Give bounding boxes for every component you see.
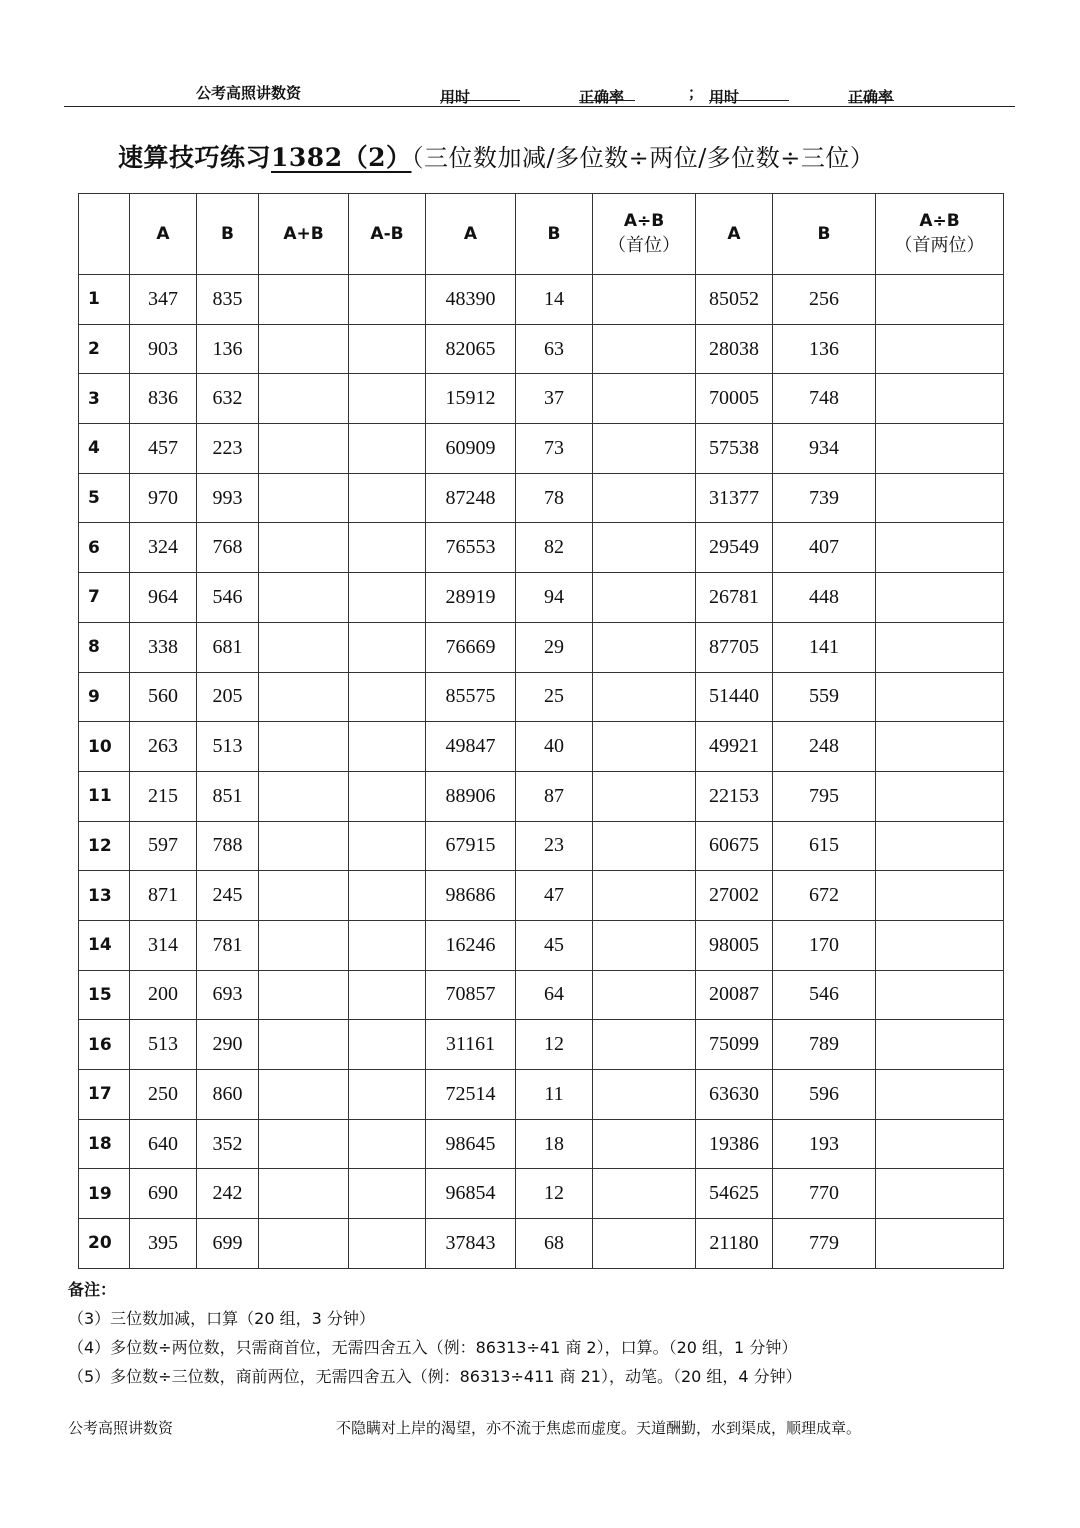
- cell-a-div3: 87705: [696, 622, 773, 672]
- title-subtitle: （三位数加减/多位数÷两位/多位数÷三位）: [411, 144, 875, 172]
- answer-quotient-first[interactable]: [593, 1020, 696, 1070]
- row-index: 6: [79, 523, 130, 573]
- cell-a-div3: 19386: [696, 1119, 773, 1169]
- cell-b-div3: 141: [773, 622, 876, 672]
- row-index: 9: [79, 672, 130, 722]
- cell-b-add: 352: [197, 1119, 259, 1169]
- table-row: [79, 920, 1004, 970]
- title-main: 速算技巧练习: [118, 143, 272, 172]
- table-row: [79, 1070, 1004, 1120]
- cell-a-div2: 48390: [426, 275, 516, 325]
- cell-b-add: 993: [197, 473, 259, 523]
- footer-source: 公考高照讲数资: [68, 1419, 174, 1437]
- answer-diff[interactable]: [349, 473, 426, 523]
- answer-quotient-first[interactable]: [593, 622, 696, 672]
- header-b-div3: B: [773, 194, 876, 275]
- cell-b-add: 245: [197, 871, 259, 921]
- time-blank-2[interactable]: [709, 86, 789, 101]
- row-index: 20: [79, 1219, 130, 1269]
- cell-a-div3: 60675: [696, 821, 773, 871]
- answer-sum[interactable]: [259, 1119, 349, 1169]
- cell-a-add: 560: [130, 672, 197, 722]
- cell-b-div3: 739: [773, 473, 876, 523]
- answer-sum[interactable]: [259, 920, 349, 970]
- cell-a-div2: 96854: [426, 1169, 516, 1219]
- cell-a-add: 314: [130, 920, 197, 970]
- answer-sum[interactable]: [259, 871, 349, 921]
- cell-a-div3: 26781: [696, 573, 773, 623]
- table-row: [79, 821, 1004, 871]
- cell-a-add: 640: [130, 1119, 197, 1169]
- cell-b-div3: 596: [773, 1070, 876, 1120]
- accuracy-blank-2[interactable]: [848, 86, 894, 101]
- cell-a-div2: 87248: [426, 473, 516, 523]
- header-quotient-two: [876, 194, 1004, 275]
- row-index: 18: [79, 1119, 130, 1169]
- answer-quotient-first[interactable]: [593, 771, 696, 821]
- cell-a-div2: 37843: [426, 1219, 516, 1269]
- answer-quotient-first[interactable]: [593, 871, 696, 921]
- cell-a-add: 871: [130, 871, 197, 921]
- notes: [68, 1275, 802, 1391]
- row-index: 4: [79, 424, 130, 474]
- row-index: 2: [79, 324, 130, 374]
- separator: ；: [688, 84, 704, 102]
- table-row: [79, 1219, 1004, 1269]
- answer-diff[interactable]: [349, 1119, 426, 1169]
- header-quotient-first-label: A÷B: [623, 210, 665, 231]
- time-label-1: 用时: [440, 88, 471, 106]
- header-quotient-first: [593, 194, 696, 275]
- cell-b-add: 860: [197, 1070, 259, 1120]
- row-index: 1: [79, 275, 130, 325]
- answer-quotient-first[interactable]: [593, 1219, 696, 1269]
- cell-a-div3: 22153: [696, 771, 773, 821]
- cell-b-div2: 47: [516, 871, 593, 921]
- cell-b-div2: 12: [516, 1020, 593, 1070]
- cell-b-div3: 248: [773, 722, 876, 772]
- answer-sum[interactable]: [259, 771, 349, 821]
- answer-diff[interactable]: [349, 424, 426, 474]
- cell-a-add: 200: [130, 970, 197, 1020]
- answer-sum[interactable]: [259, 324, 349, 374]
- answer-quotient-first[interactable]: [593, 324, 696, 374]
- table-row: [79, 1169, 1004, 1219]
- cell-b-div3: 448: [773, 573, 876, 623]
- cell-b-add: 136: [197, 324, 259, 374]
- cell-a-div3: 31377: [696, 473, 773, 523]
- cell-a-add: 250: [130, 1070, 197, 1120]
- cell-a-add: 836: [130, 374, 197, 424]
- cell-a-add: 263: [130, 722, 197, 772]
- cell-b-div2: 73: [516, 424, 593, 474]
- answer-quotient-first[interactable]: [593, 1119, 696, 1169]
- table-row: [79, 871, 1004, 921]
- cell-b-div3: 615: [773, 821, 876, 871]
- cell-b-add: 835: [197, 275, 259, 325]
- cell-b-div2: 94: [516, 573, 593, 623]
- answer-quotient-two[interactable]: [876, 672, 1004, 722]
- answer-diff[interactable]: [349, 275, 426, 325]
- answer-sum[interactable]: [259, 523, 349, 573]
- answer-quotient-first[interactable]: [593, 374, 696, 424]
- cell-b-add: 699: [197, 1219, 259, 1269]
- cell-b-div2: 25: [516, 672, 593, 722]
- table-row: [79, 573, 1004, 623]
- table-row: [79, 672, 1004, 722]
- answer-sum[interactable]: [259, 622, 349, 672]
- cell-a-add: 215: [130, 771, 197, 821]
- cell-b-add: 242: [197, 1169, 259, 1219]
- cell-a-div3: 85052: [696, 275, 773, 325]
- answer-diff[interactable]: [349, 920, 426, 970]
- cell-a-div2: 82065: [426, 324, 516, 374]
- answer-quotient-first[interactable]: [593, 1169, 696, 1219]
- page-title: [118, 138, 1018, 174]
- cell-a-div2: 70857: [426, 970, 516, 1020]
- table-row: [79, 622, 1004, 672]
- answer-quotient-first[interactable]: [593, 821, 696, 871]
- table-row: [79, 722, 1004, 772]
- cell-b-add: 513: [197, 722, 259, 772]
- cell-a-add: 970: [130, 473, 197, 523]
- answer-diff[interactable]: [349, 722, 426, 772]
- cell-b-div2: 64: [516, 970, 593, 1020]
- cell-a-div3: 27002: [696, 871, 773, 921]
- answer-sum[interactable]: [259, 1070, 349, 1120]
- answer-quotient-two[interactable]: [876, 920, 1004, 970]
- answer-sum[interactable]: [259, 374, 349, 424]
- practice-table: [78, 193, 1004, 1269]
- cell-b-div3: 170: [773, 920, 876, 970]
- cell-b-div2: 12: [516, 1169, 593, 1219]
- answer-diff[interactable]: [349, 821, 426, 871]
- row-index: 16: [79, 1020, 130, 1070]
- accuracy-blank-1[interactable]: [579, 86, 635, 101]
- cell-a-add: 457: [130, 424, 197, 474]
- cell-b-div3: 407: [773, 523, 876, 573]
- table-row: [79, 473, 1004, 523]
- answer-quotient-two[interactable]: [876, 1119, 1004, 1169]
- header-source: 公考高照讲数资: [196, 84, 302, 102]
- cell-b-div2: 18: [516, 1119, 593, 1169]
- cell-a-add: 690: [130, 1169, 197, 1219]
- cell-a-div2: 31161: [426, 1020, 516, 1070]
- header-a-div3: A: [696, 194, 773, 275]
- cell-b-add: 632: [197, 374, 259, 424]
- table-row: [79, 1119, 1004, 1169]
- answer-sum[interactable]: [259, 275, 349, 325]
- answer-quotient-two[interactable]: [876, 871, 1004, 921]
- cell-b-div3: 672: [773, 871, 876, 921]
- cell-a-add: 597: [130, 821, 197, 871]
- answer-diff[interactable]: [349, 771, 426, 821]
- cell-a-div2: 16246: [426, 920, 516, 970]
- header-b-div2: B: [516, 194, 593, 275]
- row-index: 10: [79, 722, 130, 772]
- answer-quotient-two[interactable]: [876, 821, 1004, 871]
- row-index: 13: [79, 871, 130, 921]
- cell-a-div2: 98645: [426, 1119, 516, 1169]
- cell-a-div2: 15912: [426, 374, 516, 424]
- cell-a-div3: 21180: [696, 1219, 773, 1269]
- cell-a-div3: 49921: [696, 722, 773, 772]
- cell-b-div3: 934: [773, 424, 876, 474]
- answer-quotient-two[interactable]: [876, 374, 1004, 424]
- cell-a-div2: 88906: [426, 771, 516, 821]
- time-blank-1[interactable]: [440, 86, 520, 101]
- row-index: 12: [79, 821, 130, 871]
- cell-b-div3: 770: [773, 1169, 876, 1219]
- cell-a-add: 324: [130, 523, 197, 573]
- cell-a-div3: 57538: [696, 424, 773, 474]
- answer-quotient-two[interactable]: [876, 722, 1004, 772]
- table-body: [79, 275, 1004, 1269]
- answer-quotient-first[interactable]: [593, 424, 696, 474]
- header-sum: A+B: [259, 194, 349, 275]
- cell-a-div2: 76553: [426, 523, 516, 573]
- answer-sum[interactable]: [259, 821, 349, 871]
- answer-quotient-first[interactable]: [593, 970, 696, 1020]
- table-header-row: [79, 194, 1004, 275]
- cell-b-add: 681: [197, 622, 259, 672]
- answer-diff[interactable]: [349, 573, 426, 623]
- cell-b-div2: 78: [516, 473, 593, 523]
- answer-quotient-two[interactable]: [876, 1169, 1004, 1219]
- row-index: 15: [79, 970, 130, 1020]
- cell-b-div3: 559: [773, 672, 876, 722]
- row-index: 14: [79, 920, 130, 970]
- row-index: 7: [79, 573, 130, 623]
- answer-quotient-two[interactable]: [876, 970, 1004, 1020]
- cell-b-add: 290: [197, 1020, 259, 1070]
- header-diff: A-B: [349, 194, 426, 275]
- answer-quotient-two[interactable]: [876, 1219, 1004, 1269]
- cell-a-div3: 75099: [696, 1020, 773, 1070]
- answer-quotient-two[interactable]: [876, 275, 1004, 325]
- row-index: 5: [79, 473, 130, 523]
- cell-b-div2: 68: [516, 1219, 593, 1269]
- table-row: [79, 1020, 1004, 1070]
- table-row: [79, 324, 1004, 374]
- answer-sum[interactable]: [259, 473, 349, 523]
- header-a-add: A: [130, 194, 197, 275]
- cell-a-div2: 67915: [426, 821, 516, 871]
- answer-sum[interactable]: [259, 424, 349, 474]
- time-label-2: 用时: [709, 88, 740, 106]
- table-row: [79, 275, 1004, 325]
- cell-b-div2: 40: [516, 722, 593, 772]
- answer-quotient-two[interactable]: [876, 473, 1004, 523]
- header-a-div2: A: [426, 194, 516, 275]
- answer-diff[interactable]: [349, 622, 426, 672]
- answer-quotient-two[interactable]: [876, 1020, 1004, 1070]
- cell-b-add: 788: [197, 821, 259, 871]
- header-quotient-first-note: （首位）: [608, 235, 680, 257]
- cell-b-div2: 23: [516, 821, 593, 871]
- cell-a-div3: 29549: [696, 523, 773, 573]
- answer-diff[interactable]: [349, 1219, 426, 1269]
- cell-a-div2: 76669: [426, 622, 516, 672]
- answer-quotient-first[interactable]: [593, 473, 696, 523]
- answer-quotient-first[interactable]: [593, 1070, 696, 1120]
- row-index: 11: [79, 771, 130, 821]
- cell-b-add: 546: [197, 573, 259, 623]
- notes-heading: 备注：: [68, 1280, 117, 1299]
- cell-b-div2: 87: [516, 771, 593, 821]
- accuracy-label-2: 正确率: [848, 88, 894, 106]
- answer-quotient-two[interactable]: [876, 771, 1004, 821]
- cell-b-div3: 136: [773, 324, 876, 374]
- cell-a-add: 513: [130, 1020, 197, 1070]
- answer-sum[interactable]: [259, 1020, 349, 1070]
- table-row: [79, 424, 1004, 474]
- footer-motto: 不隐瞒对上岸的渴望，亦不流于焦虑而虚度。天道酬勤，水到渠成，顺理成章。: [336, 1419, 862, 1437]
- cell-b-div3: 779: [773, 1219, 876, 1269]
- answer-sum[interactable]: [259, 722, 349, 772]
- cell-a-div3: 98005: [696, 920, 773, 970]
- note-line-4: （4）多位数÷两位数，只需商首位，无需四舍五入（例：86313÷41 商 2），口算。（20 组，1 分钟）: [68, 1338, 798, 1357]
- cell-a-div3: 63630: [696, 1070, 773, 1120]
- answer-quotient-two[interactable]: [876, 573, 1004, 623]
- answer-diff[interactable]: [349, 324, 426, 374]
- answer-quotient-two[interactable]: [876, 424, 1004, 474]
- row-index: 17: [79, 1070, 130, 1120]
- table-row: [79, 771, 1004, 821]
- cell-a-add: 338: [130, 622, 197, 672]
- cell-a-div2: 98686: [426, 871, 516, 921]
- answer-quotient-first[interactable]: [593, 573, 696, 623]
- answer-quotient-two[interactable]: [876, 324, 1004, 374]
- cell-a-div3: 54625: [696, 1169, 773, 1219]
- answer-diff[interactable]: [349, 374, 426, 424]
- header-quotient-two-label: A÷B: [919, 210, 960, 231]
- answer-quotient-first[interactable]: [593, 523, 696, 573]
- answer-quotient-two[interactable]: [876, 523, 1004, 573]
- cell-a-add: 964: [130, 573, 197, 623]
- row-index: 19: [79, 1169, 130, 1219]
- cell-a-div3: 28038: [696, 324, 773, 374]
- cell-a-div2: 60909: [426, 424, 516, 474]
- answer-sum[interactable]: [259, 1169, 349, 1219]
- answer-quotient-two[interactable]: [876, 622, 1004, 672]
- cell-b-add: 851: [197, 771, 259, 821]
- answer-diff[interactable]: [349, 1070, 426, 1120]
- cell-b-add: 693: [197, 970, 259, 1020]
- cell-b-div3: 795: [773, 771, 876, 821]
- cell-b-div2: 37: [516, 374, 593, 424]
- cell-a-div3: 20087: [696, 970, 773, 1020]
- table-row: [79, 970, 1004, 1020]
- answer-sum[interactable]: [259, 970, 349, 1020]
- answer-diff[interactable]: [349, 672, 426, 722]
- answer-diff[interactable]: [349, 1169, 426, 1219]
- table-row: [79, 523, 1004, 573]
- note-line-5: （5）多位数÷三位数，商前两位，无需四舍五入（例：86313÷411 商 21），动笔。（20 组，4 分钟）: [68, 1367, 802, 1386]
- cell-b-div3: 546: [773, 970, 876, 1020]
- cell-b-div2: 29: [516, 622, 593, 672]
- answer-quotient-first[interactable]: [593, 672, 696, 722]
- cell-b-div3: 748: [773, 374, 876, 424]
- cell-b-div3: 256: [773, 275, 876, 325]
- cell-a-add: 395: [130, 1219, 197, 1269]
- note-line-3: （3）三位数加减，口算（20 组，3 分钟）: [68, 1309, 375, 1328]
- row-index: 8: [79, 622, 130, 672]
- title-code: 1382（2）: [271, 143, 412, 172]
- cell-b-div2: 11: [516, 1070, 593, 1120]
- cell-b-add: 223: [197, 424, 259, 474]
- answer-sum[interactable]: [259, 672, 349, 722]
- cell-a-div2: 49847: [426, 722, 516, 772]
- cell-a-div3: 70005: [696, 374, 773, 424]
- cell-b-div2: 63: [516, 324, 593, 374]
- row-index: 3: [79, 374, 130, 424]
- answer-quotient-two[interactable]: [876, 1070, 1004, 1120]
- answer-diff[interactable]: [349, 970, 426, 1020]
- cell-a-div2: 85575: [426, 672, 516, 722]
- answer-sum[interactable]: [259, 1219, 349, 1269]
- header-b-add: B: [197, 194, 259, 275]
- cell-a-div3: 51440: [696, 672, 773, 722]
- answer-quotient-first[interactable]: [593, 920, 696, 970]
- cell-b-add: 781: [197, 920, 259, 970]
- cell-a-div2: 72514: [426, 1070, 516, 1120]
- cell-b-div2: 14: [516, 275, 593, 325]
- cell-b-add: 768: [197, 523, 259, 573]
- cell-b-add: 205: [197, 672, 259, 722]
- accuracy-label-1: 正确率: [579, 88, 625, 106]
- answer-diff[interactable]: [349, 871, 426, 921]
- cell-b-div3: 789: [773, 1020, 876, 1070]
- answer-quotient-first[interactable]: [593, 722, 696, 772]
- answer-sum[interactable]: [259, 573, 349, 623]
- cell-a-div2: 28919: [426, 573, 516, 623]
- cell-b-div2: 45: [516, 920, 593, 970]
- cell-b-div2: 82: [516, 523, 593, 573]
- cell-a-add: 903: [130, 324, 197, 374]
- header-index: [79, 194, 130, 275]
- answer-quotient-first[interactable]: [593, 275, 696, 325]
- header-quotient-two-note: （首两位）: [894, 235, 985, 257]
- page-header: [64, 78, 1015, 107]
- table-row: [79, 374, 1004, 424]
- answer-diff[interactable]: [349, 1020, 426, 1070]
- answer-diff[interactable]: [349, 523, 426, 573]
- cell-a-add: 347: [130, 275, 197, 325]
- cell-b-div3: 193: [773, 1119, 876, 1169]
